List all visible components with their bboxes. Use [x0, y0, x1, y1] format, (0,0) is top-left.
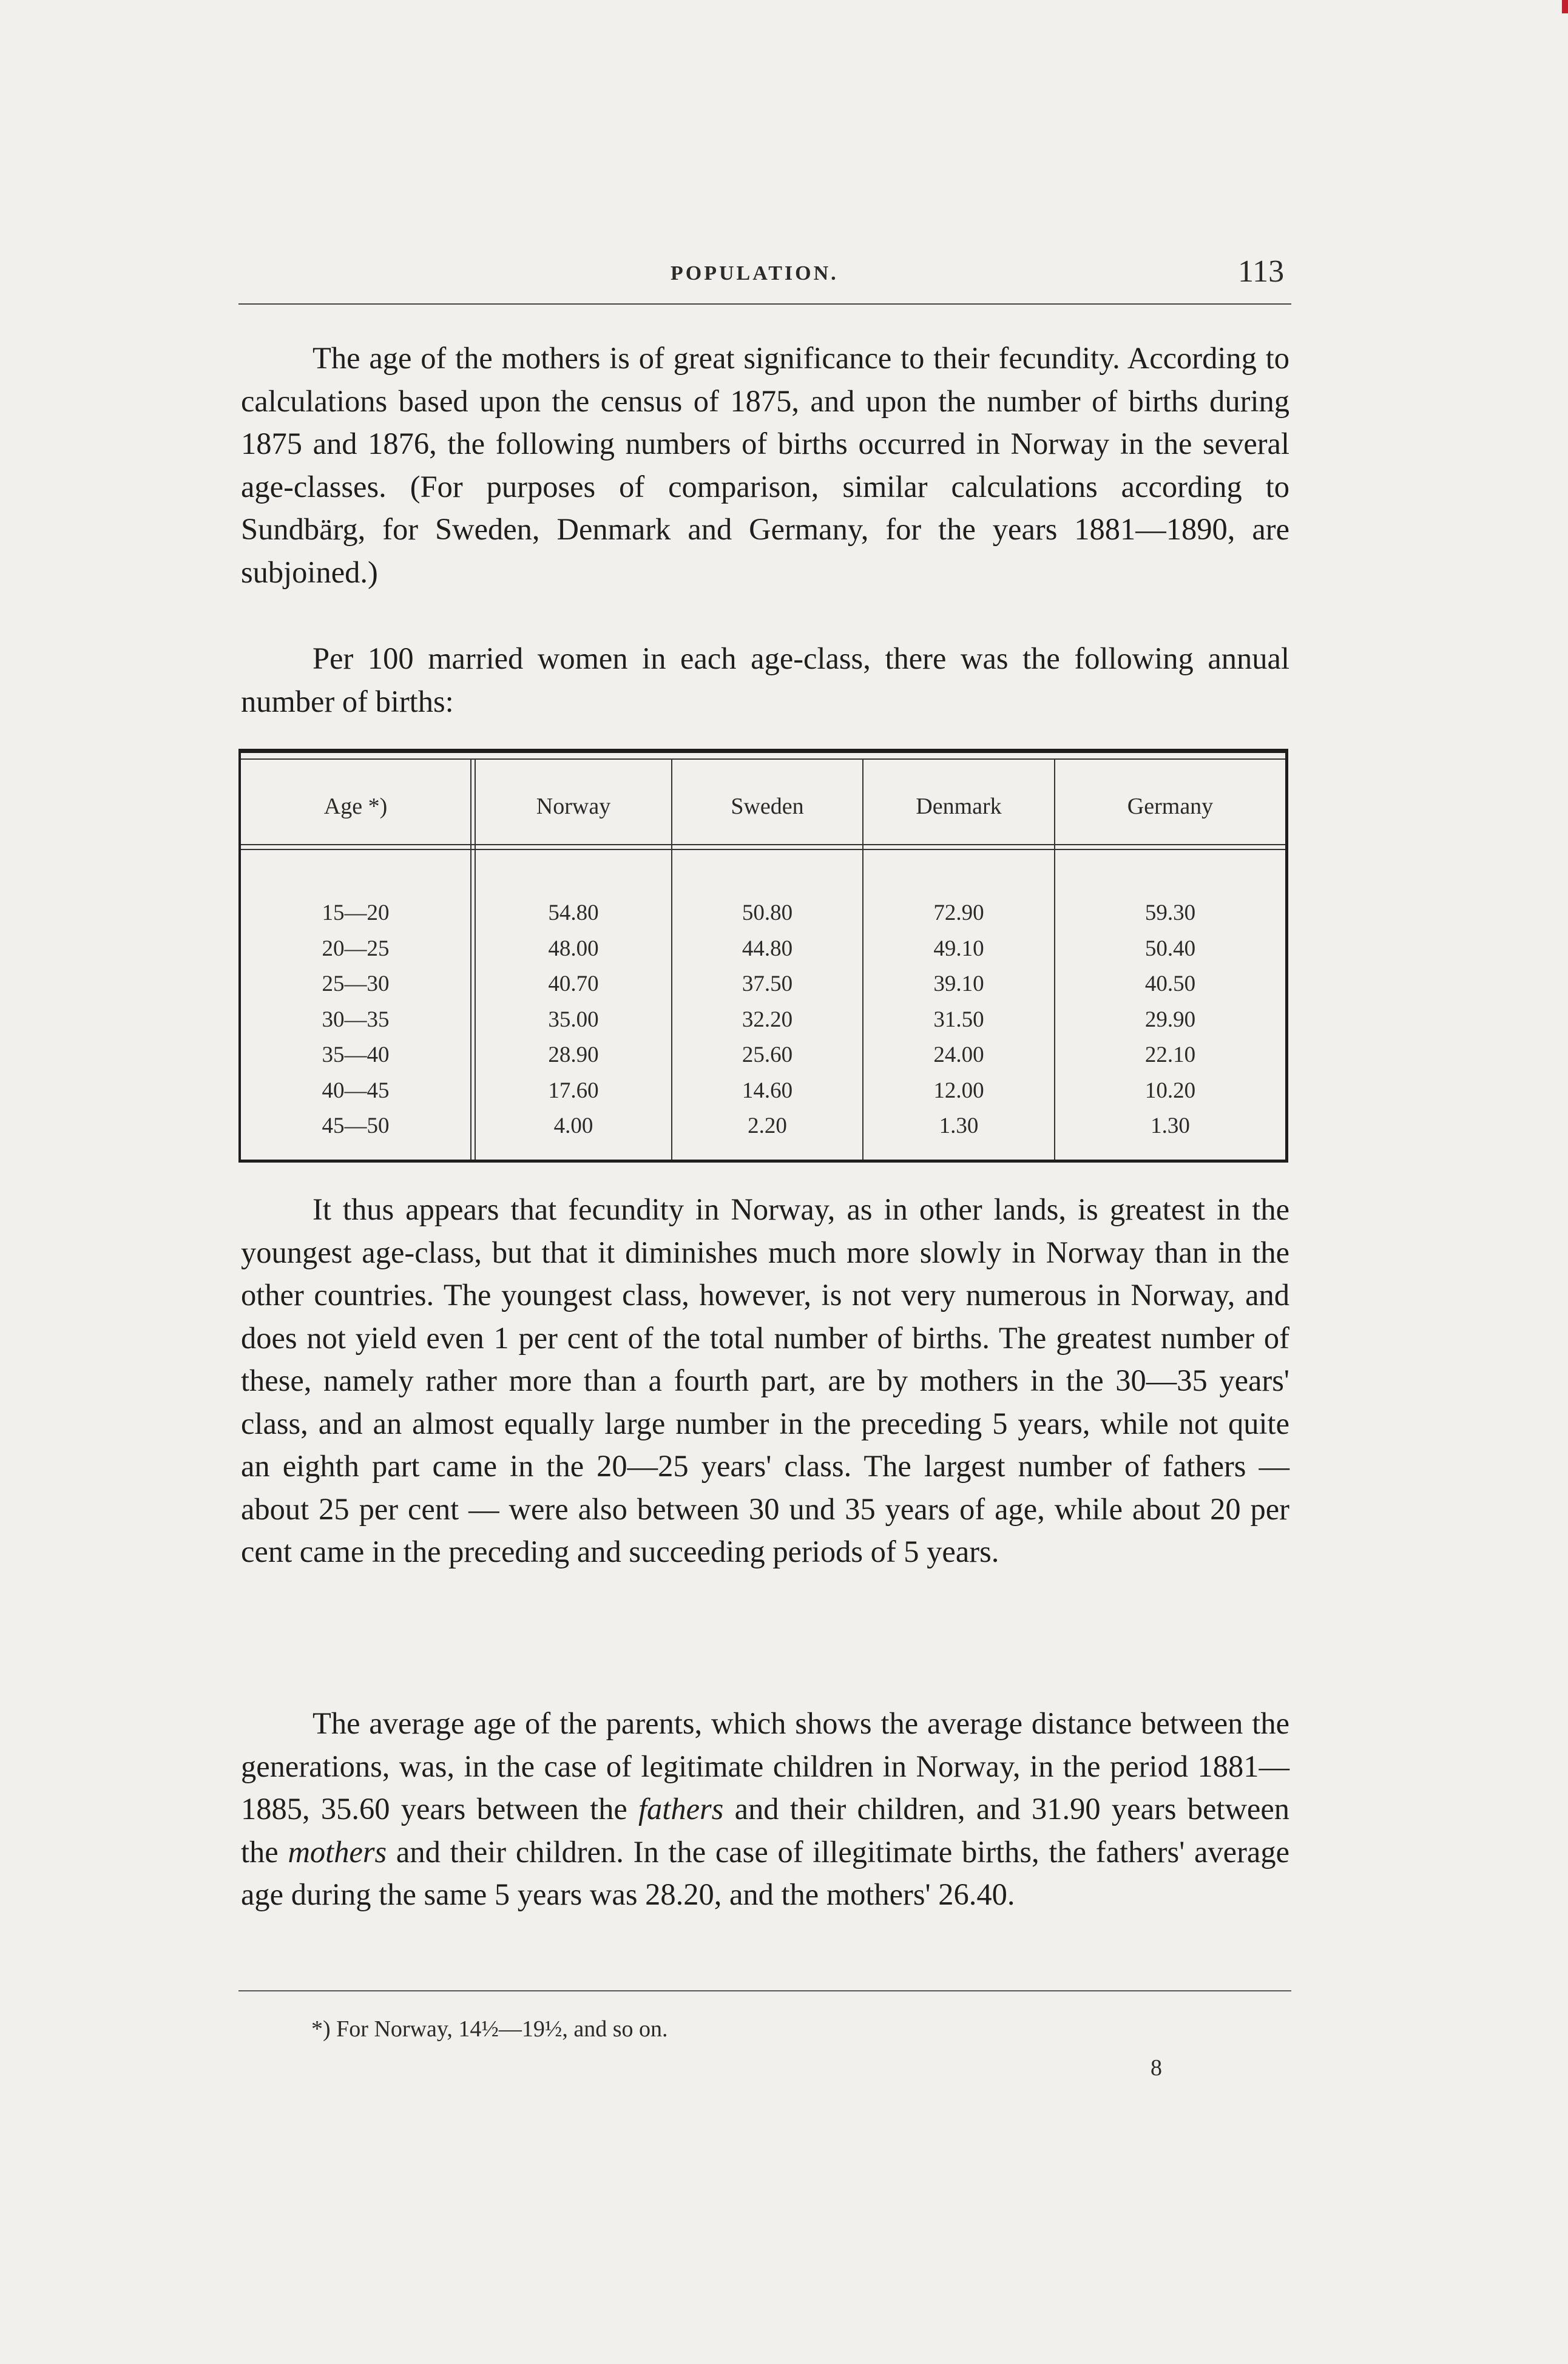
table-cell: 31.50: [933, 1007, 984, 1032]
table-cell: 35—40: [322, 1042, 390, 1067]
fecundity-table: [238, 749, 1288, 1163]
table-cell: 30—35: [322, 1007, 390, 1032]
signature-mark: 8: [1151, 2055, 1162, 2081]
table-cell: 35.00: [548, 1007, 599, 1032]
table-cell: 40.50: [1144, 971, 1196, 996]
table-cell: 20—25: [322, 936, 390, 961]
table-cell: 32.20: [742, 1007, 793, 1032]
paragraph-fecundity: It thus appears that fecundity in Norway, as in other lands, is greatest in the youngest age-class, but that it diminishes much more slowly in Norway than in the other countries. The youngest class, however, is not very numerous in Norway, and does not yield even 1 per cent of the total number of births. The greatest number of these, namely rather more than a fourth part, are by mothers in the 30—35 years' class, and an almost equally large number in the preceding 5 years, while not quite an eighth part came in the 20—25 years' class. The largest number of fathers — about 25 per cent — were also between 30 und 35 years of age, while about 20 per cent came in the preceding and succeeding periods of 5 years.: [241, 1192, 1289, 1569]
table-cell: 15—20: [322, 900, 390, 925]
paragraph-intro: The age of the mothers is of great significance to their fecundity. According to calculations based upon the census of 1875, and upon the number of births during 1875 and 1876, the following numbers of births occurred in Norway in the several age-classes. (For purposes of comparison, similar calculations according to Sundbärg, for Sweden, Denmark and Germany, for the years 1881—1890, are subjoined.): [241, 341, 1289, 589]
table-cell: 54.80: [548, 900, 599, 925]
column-header-norway: Norway: [536, 794, 611, 819]
table-cell: 39.10: [933, 971, 984, 996]
table-cell: 25—30: [322, 971, 390, 996]
column-header-denmark: Denmark: [916, 794, 1002, 819]
table-cell: 48.00: [548, 936, 599, 961]
table-cell: 14.60: [742, 1078, 793, 1103]
paragraph-per100: Per 100 married women in each age-class, there was the following annual number of births:: [241, 641, 1289, 718]
column-header-germany: Germany: [1127, 794, 1214, 819]
page-edge-mark: [1562, 0, 1568, 13]
footnote: *) For Norway, 14½—19½, and so on.: [311, 2016, 668, 2042]
table-cell: 2.20: [748, 1113, 787, 1138]
table-cell: 45—50: [322, 1113, 390, 1138]
column-header-sweden: Sweden: [731, 794, 804, 819]
table-cell: 22.10: [1144, 1042, 1196, 1067]
footnote-rule: [238, 1990, 1291, 1991]
table-cell: 12.00: [933, 1078, 984, 1103]
table-cell: 24.00: [933, 1042, 984, 1067]
table-cell: 37.50: [742, 971, 793, 996]
table-cell: 29.90: [1144, 1007, 1196, 1032]
table-cell: 49.10: [933, 936, 984, 961]
table-cell: 40.70: [548, 971, 599, 996]
emphasis-mothers: mothers: [288, 1834, 387, 1869]
table-cell: 28.90: [548, 1042, 599, 1067]
column-header-age: Age *): [323, 794, 388, 819]
table-cell: 44.80: [742, 936, 793, 961]
emphasis-fathers: fathers: [638, 1792, 724, 1826]
table-cell: 50.80: [742, 900, 793, 925]
table-cell: 25.60: [742, 1042, 793, 1067]
table-cell: 72.90: [933, 900, 984, 925]
paragraph-average-age: The average age of the parents, which shows the average distance between the generations, was, in the case of legitimate children in Norway, in the period 1881—1885, 35.60 years between the fathers and their children, and 31.90 years between the mothers and their children. In the case of illegitimate births, the fathers' average age during the same 5 years was 28.20, and the mothers' 26.40.: [241, 1706, 1289, 1911]
table-cell: 1.30: [1151, 1113, 1190, 1138]
table-cell: 59.30: [1144, 900, 1196, 925]
page-number: 113: [1238, 254, 1285, 289]
table-cell: 10.20: [1144, 1078, 1196, 1103]
table-cell: 40—45: [322, 1078, 390, 1103]
table-cell: 1.30: [939, 1113, 979, 1138]
table-cell: 50.40: [1144, 936, 1196, 961]
table-cell: 4.00: [553, 1113, 593, 1138]
running-header: POPULATION.: [671, 262, 839, 285]
header-rule: [238, 303, 1291, 305]
table-cell: 17.60: [548, 1078, 599, 1103]
